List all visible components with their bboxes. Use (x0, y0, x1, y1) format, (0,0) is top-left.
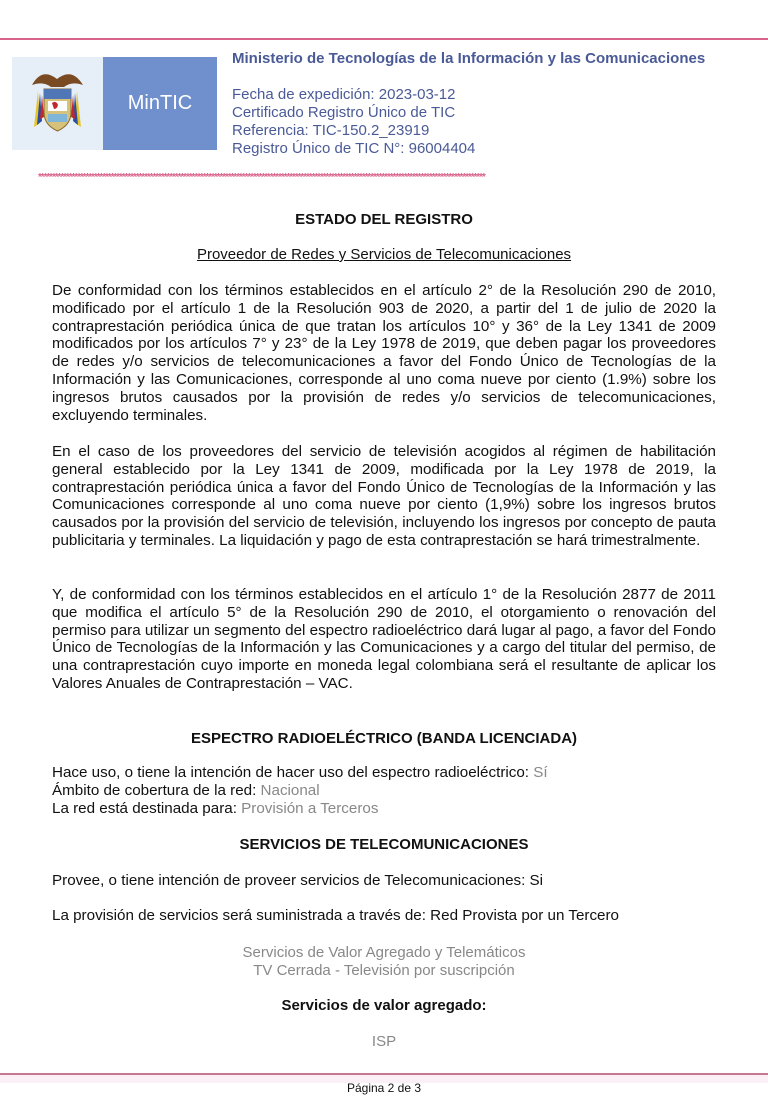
paragraph-1: De conformidad con los términos establecidos en el artículo 2° de la Resolución 290 de 2010, modificado por el artículo 1 de la Resolución 903 de 2020, a partir del 1 de julio de 2020 la contraprestación periódica única de que tratan los artículos 10° y 36° de la Ley 1341 de 2009 modificados por los artículos 7° y 23° de la Ley 1978 de 2019, que deben pagar los proveedores de redes y/o servicios de telecomunicaciones a favor del Fondo Único de Tecnologías de la Información y las Comunicaciones, corresponde al uno coma nueve por ciento (1.9%) sobre los ingresos brutos causados por la provisión de redes y/o servicios de telecomunicaciones, excluyendo terminales. (52, 282, 716, 424)
spectrum-use-row (52, 764, 548, 782)
provision-method-line: La provisión de servicios será suministrada a través de: Red Provista por un Tercero (52, 907, 619, 924)
reference: Referencia: TIC-150.2_23919 (232, 122, 430, 139)
issue-date: Fecha de expedición: 2023-03-12 (232, 86, 456, 103)
certificate-type: Certificado Registro Único de TIC (232, 104, 456, 121)
row-label: La red está destinada para: (52, 800, 242, 817)
top-rule (0, 38, 768, 40)
coat-of-arms-icon (12, 57, 103, 150)
registry-number: Registro Único de TIC N°: 96004404 (232, 140, 476, 157)
logo-text: MinTIC (127, 92, 193, 114)
vas-title: Servicios de valor agregado: (281, 997, 487, 1014)
row-value: Sí (533, 764, 548, 781)
certificate-meta (232, 86, 475, 158)
network-purpose-row (52, 800, 548, 818)
service-item: Servicios de Valor Agregado y Telemáticos (242, 944, 526, 961)
section-title-espectro: ESPECTRO RADIOELÉCTRICO (BANDA LICENCIADA) (190, 730, 578, 747)
provides-services-line: Provee, o tiene intención de proveer servicios de Telecomunicaciones: Si (52, 872, 544, 889)
coverage-row (52, 782, 548, 800)
row-value: Provisión a Terceros (241, 800, 379, 817)
section-subtitle: Proveedor de Redes y Servicios de Telecomunicaciones (196, 246, 572, 263)
paragraph-3: Y, de conformidad con los términos establecidos en el artículo 1° de la Resolución 2877 de 2011 que modifica el artículo 5° de la Resolución 290 de 2010, el otorgamiento o renovación del permiso para utilizar un segmento del espectro radioeléctrico dará lugar al pago, a favor del Fondo Único de Tecnologías de la Información y las Comunicaciones y a cargo del titular del permiso, de una contraprestación cuyo importe en moneda legal colombiana será el resultante de aplicar los Valores Anuales de Contraprestación – VAC. (52, 586, 716, 692)
row-value: Nacional (260, 782, 320, 799)
mintic-logo (103, 57, 217, 150)
page-number: Página 2 de 3 (346, 1081, 422, 1095)
row-label: Hace uso, o tiene la intención de hacer uso del espectro radioeléctrico: (52, 764, 534, 781)
section-title-estado: ESTADO DEL REGISTRO (295, 211, 473, 228)
spectrum-info (52, 764, 548, 818)
star-separator: **************************************************************************************************************************************************************** (38, 172, 485, 183)
ministry-name: Ministerio de Tecnologías de la Información y las Comunicaciones (232, 50, 706, 67)
section-title-servicios: SERVICIOS DE TELECOMUNICACIONES (239, 836, 529, 853)
services-list (0, 944, 768, 980)
paragraph-2: En el caso de los proveedores del servicio de televisión acogidos al régimen de habilitación general establecido por la Ley 1341 de 2009, modificada por la Ley 1978 de 2019, la contraprestación periódica única a favor del Fondo Único de Tecnologías de la Información y las Comunicaciones corresponde al uno coma nueve por ciento (1,9%) sobre los ingresos brutos causados por la provisión del servicio de televisión, incluyendo los ingresos por concepto de pauta publicitaria y terminales. La liquidación y pago de esta contraprestación se hará trimestralmente. (52, 443, 716, 549)
vas-item: ISP (371, 1033, 397, 1050)
row-label: Ámbito de cobertura de la red: (52, 782, 261, 799)
service-item: TV Cerrada - Televisión por suscripción (253, 962, 515, 979)
coat-of-arms-logo (12, 57, 103, 150)
